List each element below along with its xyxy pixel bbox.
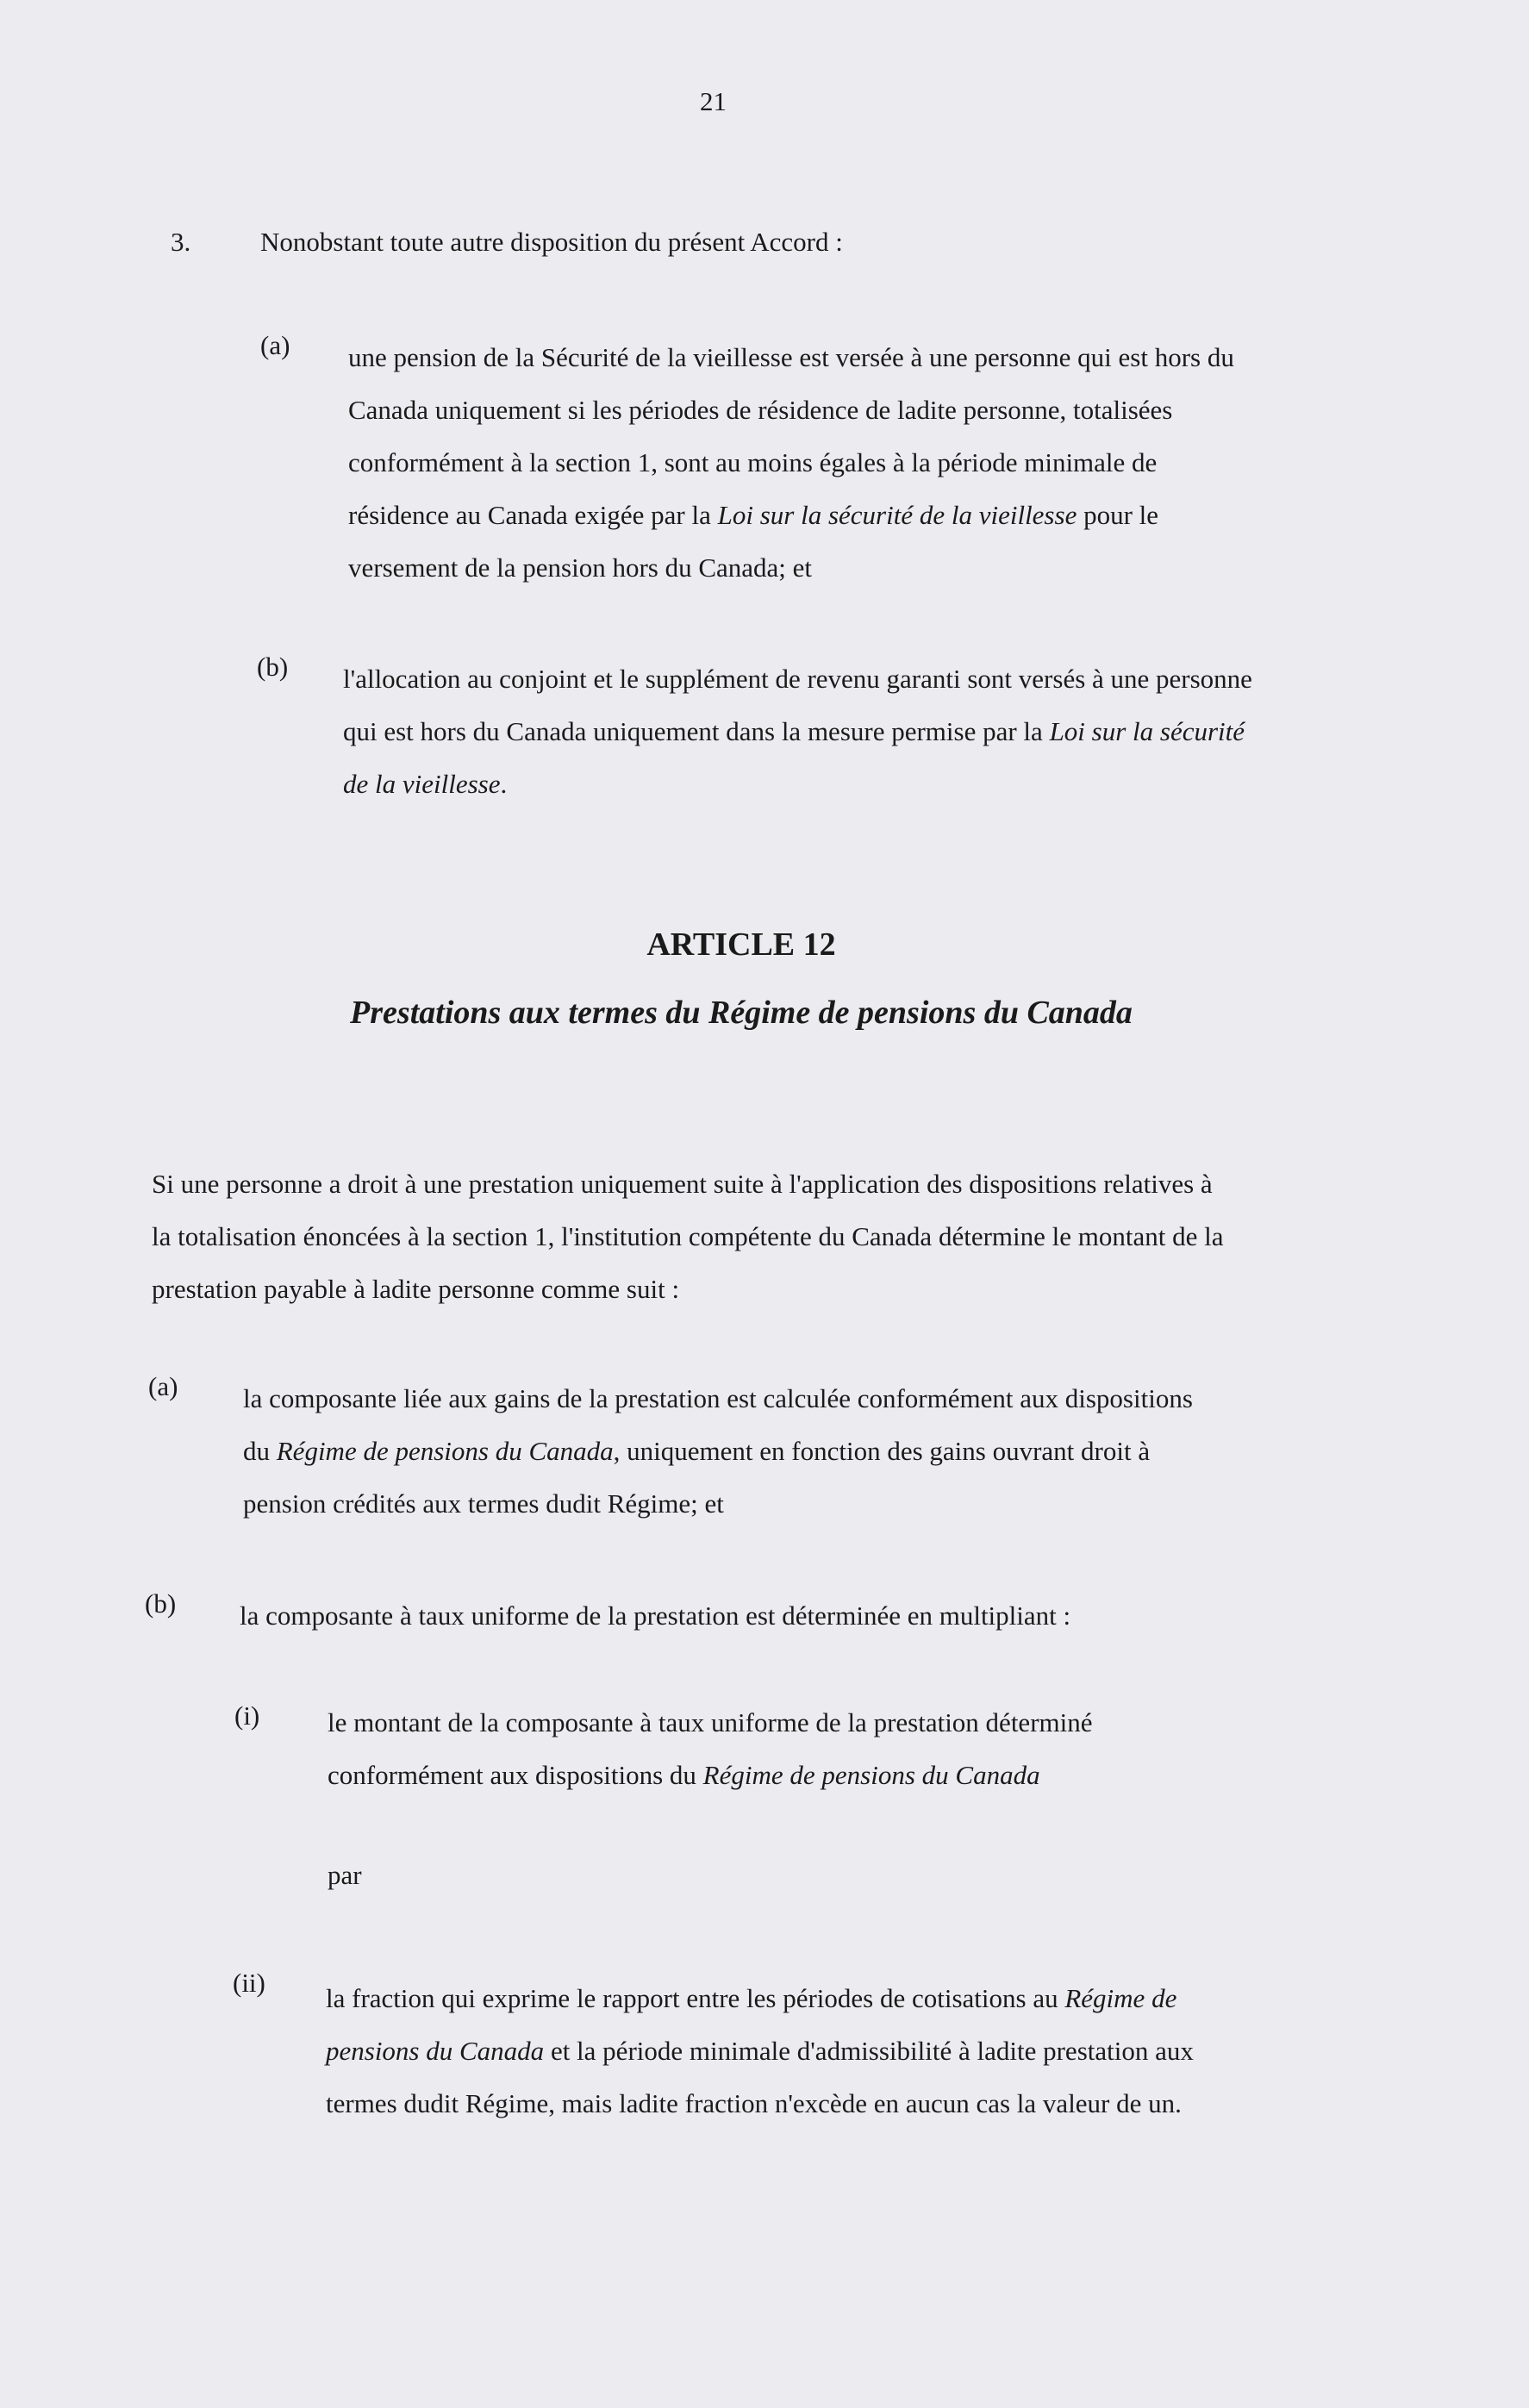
section-3-a-italic: Loi sur la sécurité de la vieillesse bbox=[717, 500, 1077, 530]
article-subtitle: Prestations aux termes du Régime de pensions du Canada bbox=[350, 995, 1133, 1031]
article-intro: Si une personne a droit à une prestation uniquement suite à l'application des dispositions relatives à la totalisation énoncées à la section 1, l'institution compétente du Canada détermine le montant de la prestation payable à ladite personne comme suit : bbox=[152, 1169, 1224, 1304]
article-a-label: (a) bbox=[148, 1371, 178, 1401]
section-3-a-label: (a) bbox=[260, 330, 290, 360]
article-title: ARTICLE 12 bbox=[646, 926, 836, 963]
page-number: 21 bbox=[700, 86, 727, 116]
article-b-i-italic: Régime de pensions du Canada bbox=[702, 1760, 1040, 1790]
section-3-b-text: l'allocation au conjoint et le supplément de revenu garanti sont versés à une personne qui est hors du Canada uniquement dans la mesure permise par la Loi sur la sécurité de la vieillesse. bbox=[343, 664, 1252, 799]
section-3-a-text: une pension de la Sécurité de la vieillesse est versée à une personne qui est hors du Canada uniquement si les périodes de résidence de ladite personne, totalisées conformément à la section 1, sont au moins égales à la période minimale de résidence au Canada exigée par la Loi sur la sécurité de la vieillesse pour le versement de la pension hors du Canada; et bbox=[348, 342, 1234, 583]
article-b-label: (b) bbox=[145, 1588, 177, 1619]
article-b-ii-text: la fraction qui exprime le rapport entre les périodes de cotisations au Régime de pensions du Canada et la période minimale d'admissibilité à ladite prestation aux termes dudit Régime, mais ladite fraction n'excède en aucun cas la valeur de un. bbox=[326, 1983, 1194, 2118]
article-b-i-text: le montant de la composante à taux uniforme de la prestation déterminé conformément aux dispositions du Régime de pensions du Canada bbox=[328, 1707, 1093, 1790]
article-a-text: la composante liée aux gains de la prestation est calculée conformément aux dispositions du Régime de pensions du Canada, uniquement en fonction des gains ouvrant droit à pension crédités aux termes dudit Régime; et bbox=[243, 1383, 1193, 1519]
section-3-label: 3. bbox=[171, 227, 191, 257]
article-b-ii-italic: Régime de pensions du Canada bbox=[326, 1983, 1177, 2066]
article-a-italic: Régime de pensions du Canada bbox=[276, 1436, 614, 1466]
article-b-text: la composante à taux uniforme de la prestation est déterminée en multipliant : bbox=[240, 1600, 1071, 1631]
section-3-b-italic: Loi sur la sécurité de la vieillesse bbox=[343, 716, 1245, 799]
article-b-i-label: (i) bbox=[234, 1700, 260, 1731]
article-b-ii-label: (ii) bbox=[233, 1968, 265, 1998]
article-b-par: par bbox=[328, 1860, 362, 1890]
section-3-b-label: (b) bbox=[257, 652, 289, 682]
section-3-intro: Nonobstant toute autre disposition du présent Accord : bbox=[260, 227, 843, 257]
